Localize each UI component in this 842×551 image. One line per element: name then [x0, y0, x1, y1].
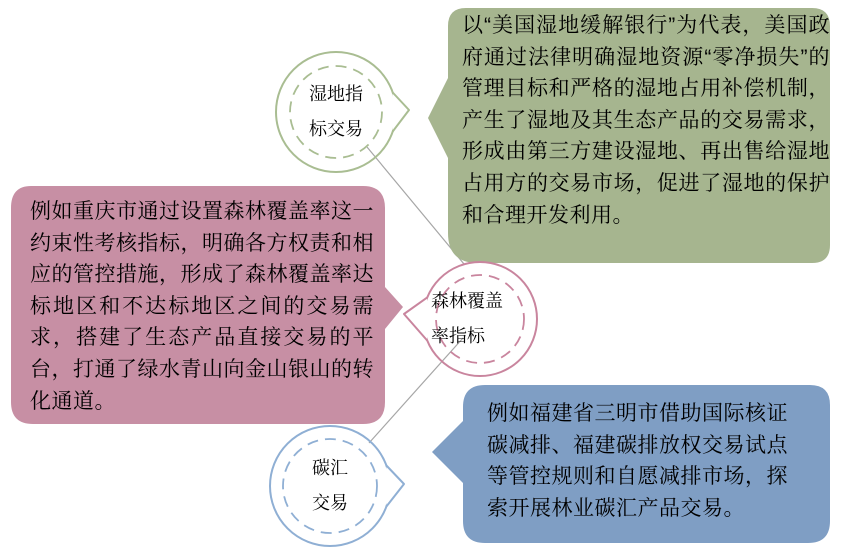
wetland-bubble-label: [276, 77, 396, 147]
forest-bubble-pointer: [404, 298, 427, 341]
forest-detail-text: 例如重庆市通过设置森林覆盖率这一约束性考核指标，明确各方权责和相应的管控措施，形成了森林覆盖率达标地区和不达标地区之间的交易需求，搭建了生态产品直接交易的平台，打通了绿水青山向金山银山的转化通道。: [30, 200, 374, 413]
wetland-bubble-label-line1: 湿地指: [309, 84, 363, 104]
carbon-bubble-label-line1: 碳汇: [312, 458, 348, 478]
wetland-detail-text: 以“美国湿地缓解银行”为代表，美国政府通过法律明确湿地资源“零净损失”的管理目标和严格的湿地占用补偿机制，产生了湿地及其生态产品的交易需求，形成由第三方建设湿地、再出售给湿地占用方的交易市场，促进了湿地的保护和合理开发利用。: [462, 14, 830, 227]
carbon-bubble-label-line2: 交易: [312, 493, 348, 513]
wetland-bubble-label-line2: 标交易: [309, 119, 363, 139]
carbon-bubble-label: [270, 451, 390, 521]
forest-bubble-label: [431, 284, 541, 354]
carbon-detail-text: 例如福建省三明市借助国际核证碳减排、福建碳排放权交易试点等管控规则和自愿减排市场，探索开展林业碳汇产品交易。: [487, 402, 788, 520]
forest-bubble-label-line2: 率指标: [431, 326, 485, 346]
forest-bubble-label-line1: 森林覆盖: [431, 291, 503, 311]
